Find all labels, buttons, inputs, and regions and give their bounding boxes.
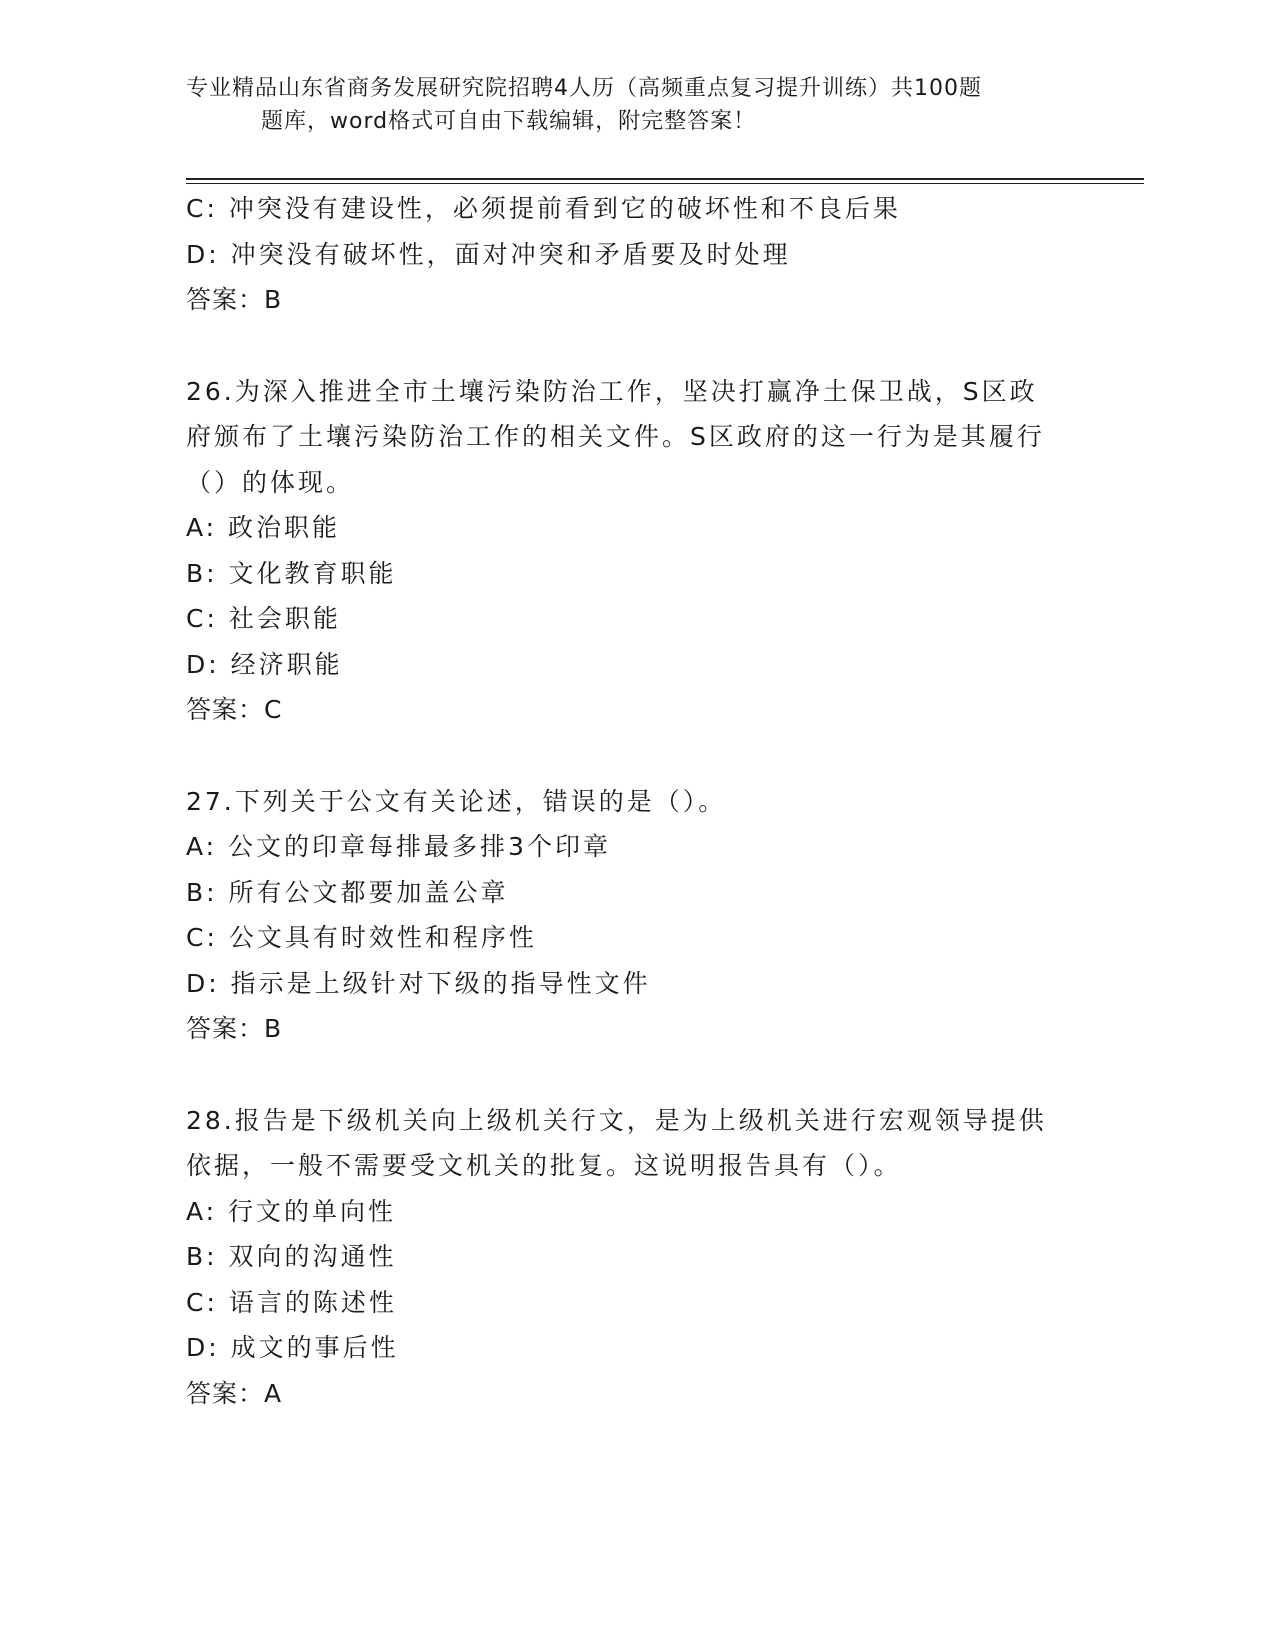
option-d: D: 冲突没有破坏性，面对冲突和矛盾要及时处理 (186, 239, 791, 269)
option-a: A: 政治职能 (186, 513, 341, 542)
header-title-line-1: 专业精品山东省商务发展研究院招聘4人历（高频重点复习提升训练）共100题 (186, 76, 982, 101)
option-a: A: 行文的单向性 (186, 1196, 397, 1226)
question-25-continued (186, 186, 1086, 323)
document-body (186, 186, 1086, 1416)
question-26 (186, 369, 1086, 733)
question-stem-line: （）的体现。 (186, 467, 355, 497)
spacer (186, 733, 1086, 779)
header-divider-thin (186, 183, 1144, 184)
question-28 (186, 1098, 1086, 1417)
answer-line: 答案：C (186, 695, 283, 724)
question-stem-line: 依据，一般不需要受文机关的批复。这说明报告具有（）。 (186, 1151, 902, 1180)
question-stem-line: 27.下列关于公文有关论述，错误的是（）。 (186, 786, 727, 816)
question-stem-line: 26.为深入推进全市土壤污染防治工作，坚决打赢净土保卫战，S区政 (186, 376, 1038, 406)
spacer (186, 1052, 1086, 1098)
spacer (186, 323, 1086, 369)
option-c: C: 社会职能 (186, 604, 341, 633)
option-c: C: 冲突没有建设性，必须提前看到它的破坏性和不良后果 (186, 194, 901, 223)
option-b: B: 文化教育职能 (186, 558, 397, 588)
question-27 (186, 779, 1086, 1052)
option-c: C: 公文具有时效性和程序性 (186, 923, 537, 952)
option-d: D: 经济职能 (186, 649, 343, 679)
option-d: D: 指示是上级针对下级的指导性文件 (186, 968, 651, 998)
answer-line: 答案：A (186, 1378, 283, 1408)
option-c: C: 语言的陈述性 (186, 1287, 397, 1317)
answer-line: 答案：B (186, 285, 283, 314)
header-divider-thick (186, 178, 1144, 180)
option-b: B: 双向的沟通性 (186, 1242, 397, 1271)
question-stem-line: 府颁布了土壤污染防治工作的相关文件。S区政府的这一行为是其履行 (186, 422, 1045, 451)
option-b: B: 所有公文都要加盖公章 (186, 877, 509, 907)
option-a: A: 公文的印章每排最多排3个印章 (186, 832, 611, 861)
header-title-line-2: 题库，word格式可自由下载编辑，附完整答案！ (261, 109, 757, 134)
document-header (186, 72, 1066, 138)
answer-line: 答案：B (186, 1014, 283, 1043)
question-stem-line: 28.报告是下级机关向上级机关行文，是为上级机关进行宏观领导提供 (186, 1105, 1047, 1135)
option-d: D: 成文的事后性 (186, 1333, 399, 1362)
